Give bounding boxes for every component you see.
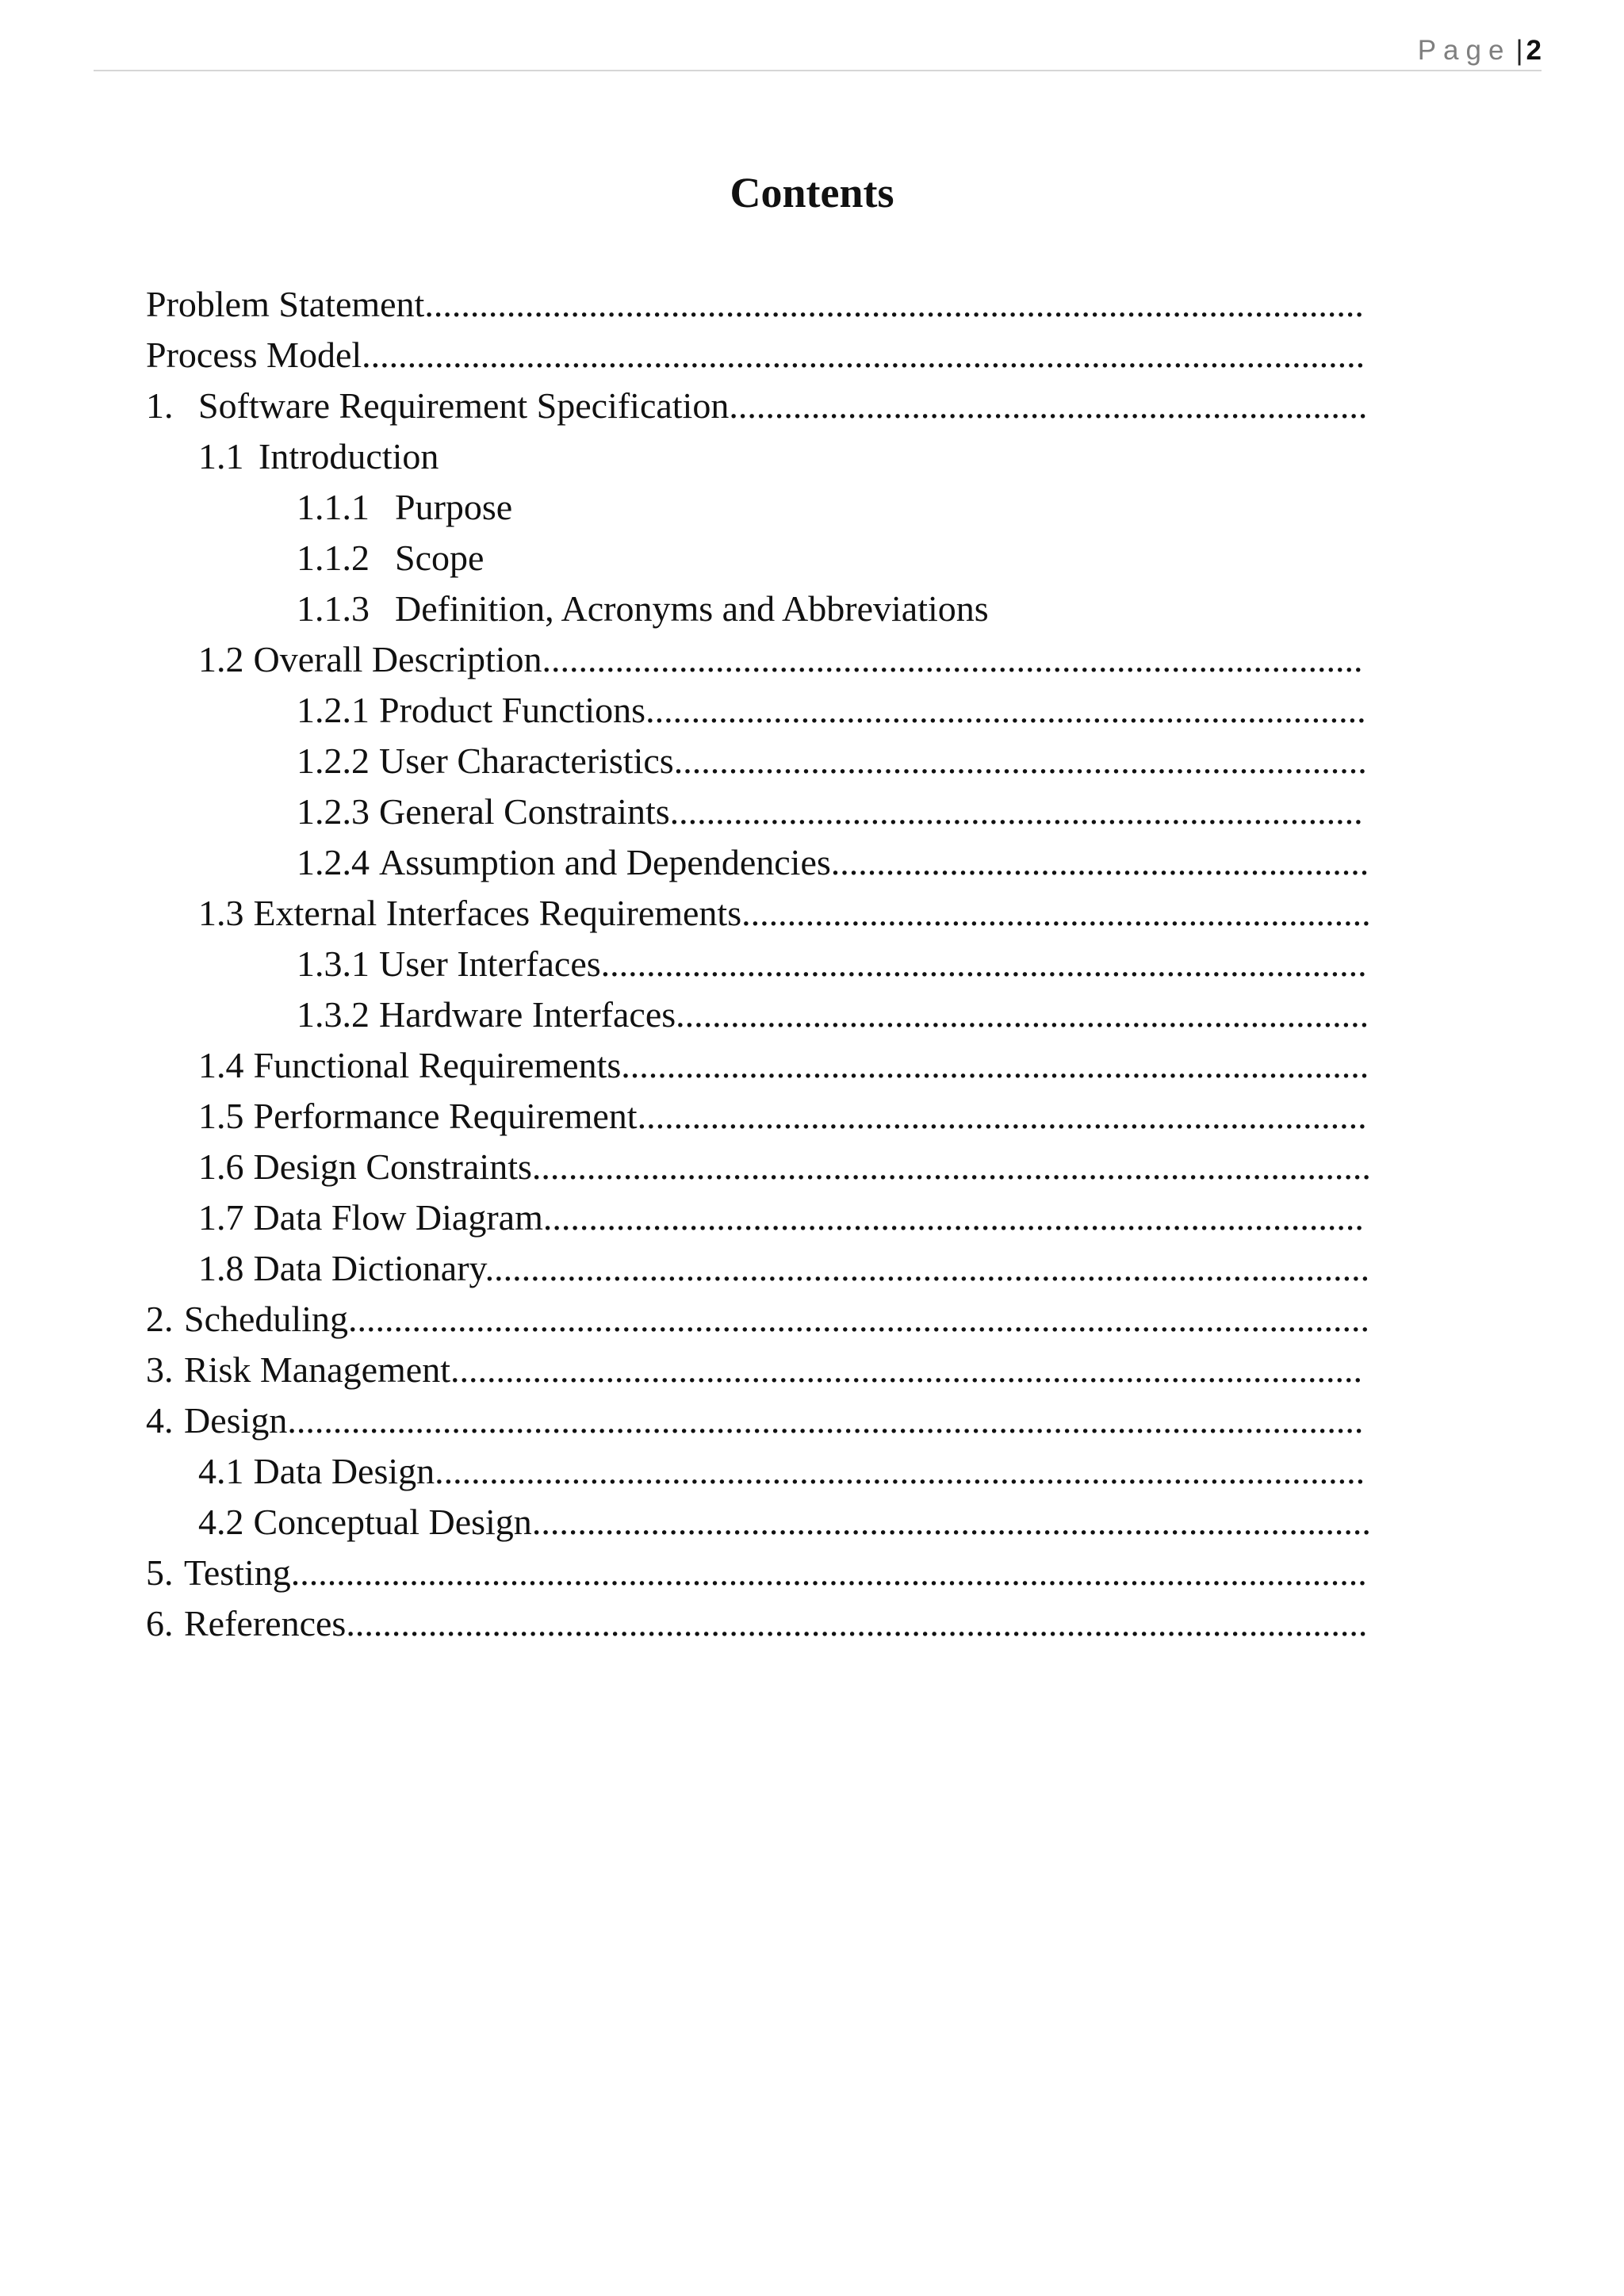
toc-dot-leader: ............................................................................................ bbox=[531, 1146, 1371, 1187]
toc-entry-number: 1.2.4 bbox=[297, 842, 370, 882]
toc-entry[interactable] bbox=[146, 1243, 1371, 1294]
toc-entry[interactable] bbox=[146, 1142, 1371, 1192]
toc-entry-number: 1.2 bbox=[198, 639, 244, 679]
toc-entry-number: 1.7 bbox=[198, 1197, 244, 1238]
toc-entry-label: Hardware Interfaces bbox=[379, 994, 676, 1035]
toc-entry-label: User Interfaces bbox=[379, 943, 601, 984]
toc-entry-number: 1.3.2 bbox=[297, 994, 370, 1035]
toc-entry-label: Performance Requirement bbox=[253, 1096, 638, 1136]
toc-entry-label: Process Model bbox=[146, 335, 362, 375]
toc-entry-label: Purpose bbox=[395, 487, 513, 527]
toc-entry-number: 1.2.3 bbox=[297, 791, 370, 832]
toc-entry[interactable] bbox=[146, 482, 1371, 533]
toc-entry[interactable] bbox=[146, 381, 1371, 431]
toc-entry-number: 1.2.2 bbox=[297, 740, 370, 781]
toc-entry-number: 1.6 bbox=[198, 1146, 244, 1187]
toc-entry-label: Data Dictionary bbox=[253, 1248, 485, 1288]
toc-entry-number: 1.3.1 bbox=[297, 943, 370, 984]
toc-dot-leader: .............................................................................................................. bbox=[362, 335, 1365, 375]
toc-dot-leader: .................................................................................................... bbox=[450, 1349, 1362, 1390]
toc-entry-label: User Characteristics bbox=[379, 740, 674, 781]
toc-entry-number: 1.1.2 bbox=[297, 538, 370, 578]
toc-entry-number: 1.4 bbox=[198, 1045, 244, 1085]
toc-dot-leader: ................................................................................................................ bbox=[346, 1603, 1368, 1644]
toc-entry-number: 3. bbox=[146, 1349, 174, 1390]
toc-dot-leader: ....................................................................................................... bbox=[424, 284, 1364, 324]
toc-entry[interactable] bbox=[146, 1294, 1371, 1345]
toc-entry-label: Data Flow Diagram bbox=[253, 1197, 543, 1238]
toc-entry[interactable] bbox=[146, 1548, 1371, 1598]
toc-entry[interactable] bbox=[146, 1091, 1371, 1142]
toc-entry[interactable] bbox=[146, 786, 1371, 837]
header-rule bbox=[94, 70, 1542, 71]
toc-entry-label: Functional Requirements bbox=[253, 1045, 622, 1085]
page-separator: | bbox=[1515, 35, 1523, 66]
toc-entry-label: Problem Statement bbox=[146, 284, 425, 324]
toc-entry-number: 5. bbox=[146, 1552, 174, 1593]
toc-dot-leader: ...................................................................................................................... bbox=[290, 1552, 1367, 1593]
toc-dot-leader: ............................................................................ bbox=[669, 791, 1363, 832]
toc-entry-number: 1.1.3 bbox=[297, 588, 370, 629]
toc-dot-leader: .......................................................................................... bbox=[542, 1197, 1364, 1238]
toc-entry-label: Conceptual Design bbox=[253, 1502, 532, 1542]
toc-entry[interactable] bbox=[146, 837, 1371, 888]
toc-entry-number: 6. bbox=[146, 1603, 174, 1644]
toc-dot-leader: .................................................................................. bbox=[621, 1045, 1369, 1085]
toc-entry-label: Product Functions bbox=[379, 690, 646, 730]
toc-entry[interactable] bbox=[146, 584, 1371, 634]
toc-dot-leader: ............................................................................ bbox=[673, 740, 1367, 781]
toc-entry[interactable] bbox=[146, 1040, 1371, 1091]
toc-dot-leader: ............................................................................................ bbox=[531, 1502, 1371, 1542]
toc-entry-label: External Interfaces Requirements bbox=[253, 893, 742, 933]
page-title: Contents bbox=[730, 169, 894, 216]
toc-entry[interactable] bbox=[146, 634, 1371, 685]
toc-entry[interactable] bbox=[146, 279, 1371, 330]
toc-dot-leader: ...................................................................................................................... bbox=[287, 1400, 1364, 1441]
toc-entry-label: Risk Management bbox=[184, 1349, 450, 1390]
toc-dot-leader: ...................................................................... bbox=[729, 385, 1368, 426]
toc-entry-number: 1.2.1 bbox=[297, 690, 370, 730]
page-number: 2 bbox=[1526, 35, 1542, 66]
toc-entry-number: 1.3 bbox=[198, 893, 244, 933]
toc-entry-label: Introduction bbox=[259, 436, 439, 476]
toc-entry-number: 1.8 bbox=[198, 1248, 244, 1288]
toc-entry-label: Scope bbox=[395, 538, 485, 578]
toc-entry-number: 1. bbox=[146, 385, 174, 426]
toc-entry-label: Assumption and Dependencies bbox=[379, 842, 831, 882]
toc-entry[interactable] bbox=[146, 939, 1371, 989]
toc-entry-label: Data Design bbox=[253, 1451, 435, 1491]
toc-entry[interactable] bbox=[146, 989, 1371, 1040]
toc-entry-label: Testing bbox=[184, 1552, 291, 1593]
toc-entry-label: Overall Description bbox=[253, 639, 542, 679]
table-of-contents bbox=[146, 279, 1371, 1649]
page-header bbox=[1418, 32, 1542, 70]
toc-entry[interactable] bbox=[146, 1598, 1371, 1649]
toc-entry[interactable] bbox=[146, 1345, 1371, 1395]
toc-dot-leader: .......................................................................................... bbox=[542, 639, 1363, 679]
toc-entry-number: 4. bbox=[146, 1400, 174, 1441]
toc-dot-leader: ........................................................... bbox=[830, 842, 1369, 882]
toc-dot-leader: ...................................................................................................... bbox=[435, 1451, 1365, 1491]
toc-entry-label: Design Constraints bbox=[253, 1146, 532, 1187]
toc-entry[interactable] bbox=[146, 1192, 1371, 1243]
toc-entry[interactable] bbox=[146, 1497, 1371, 1548]
toc-dot-leader: ............................................................................ bbox=[676, 994, 1369, 1035]
page-label: Page bbox=[1417, 35, 1511, 66]
toc-entry[interactable] bbox=[146, 533, 1371, 584]
toc-entry[interactable] bbox=[146, 1395, 1371, 1446]
toc-entry-label: Software Requirement Specification bbox=[198, 385, 730, 426]
toc-entry-number: 2. bbox=[146, 1299, 174, 1339]
toc-dot-leader: .................................................................................... bbox=[600, 943, 1367, 984]
toc-dot-leader: ................................................................................................................ bbox=[347, 1299, 1369, 1339]
toc-entry[interactable] bbox=[146, 685, 1371, 736]
toc-dot-leader: ................................................................................ bbox=[637, 1096, 1367, 1136]
toc-entry-label: General Constraints bbox=[379, 791, 670, 832]
toc-dot-leader: ............................................................................... bbox=[645, 690, 1366, 730]
toc-entry-label: Scheduling bbox=[184, 1299, 348, 1339]
toc-dot-leader: ................................................................................................. bbox=[485, 1248, 1370, 1288]
toc-entry-number: 4.2 bbox=[198, 1502, 244, 1542]
toc-entry[interactable] bbox=[146, 330, 1371, 381]
toc-entry-label: References bbox=[184, 1603, 347, 1644]
toc-entry[interactable] bbox=[146, 1446, 1371, 1497]
toc-entry-number: 1.5 bbox=[198, 1096, 244, 1136]
toc-entry[interactable] bbox=[146, 888, 1371, 939]
toc-entry-label: Design bbox=[184, 1400, 288, 1441]
toc-entry[interactable] bbox=[146, 736, 1371, 786]
toc-entry-number: 1.1 bbox=[198, 436, 244, 476]
toc-entry-number: 4.1 bbox=[198, 1451, 244, 1491]
toc-entry-number: 1.1.1 bbox=[297, 487, 370, 527]
toc-entry-label: Definition, Acronyms and Abbreviations bbox=[395, 588, 989, 629]
toc-dot-leader: ..................................................................... bbox=[741, 893, 1371, 933]
toc-entry[interactable] bbox=[146, 431, 1371, 482]
